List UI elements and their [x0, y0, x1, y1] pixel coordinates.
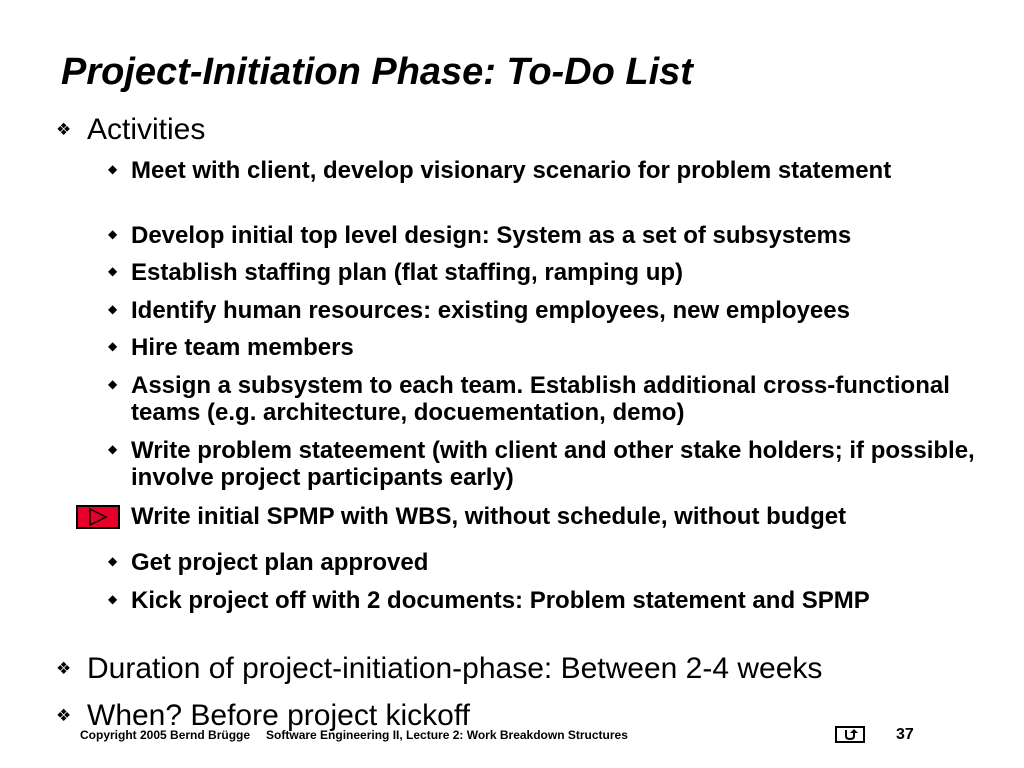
- activity-item: [108, 549, 988, 576]
- bullet-icon: ◆: [108, 377, 118, 391]
- activity-text: Assign a subsystem to each team. Establish additional cross-functional teams (e.g. architecture, docuementation, demo): [131, 372, 950, 426]
- activity-text: Kick project off with 2 documents: Problem statement and SPMP: [131, 587, 870, 614]
- return-arrow-icon: [837, 728, 863, 741]
- activity-text: Identify human resources: existing employees, new employees: [131, 297, 850, 324]
- bullet-icon: ◆: [108, 264, 118, 278]
- diamond-bullet-icon: ❖: [56, 706, 72, 726]
- activity-text: Hire team members: [131, 334, 354, 361]
- activity-item: [108, 222, 988, 249]
- bullet-icon: ◆: [108, 339, 118, 353]
- activity-item: [108, 437, 988, 491]
- footer: [80, 728, 628, 742]
- activity-item: [108, 259, 988, 286]
- footer-copyright: Copyright 2005 Bernd Brügge: [80, 728, 251, 742]
- bullet-icon: ◆: [108, 227, 118, 241]
- activity-item: [108, 372, 988, 426]
- activity-text: Write problem stateement (with client and other stake holders; if possible, involve project participants early): [131, 437, 975, 491]
- bullet-icon: ◆: [108, 162, 118, 176]
- activity-text: Get project plan approved: [131, 549, 429, 576]
- diamond-bullet-icon: ❖: [56, 659, 72, 679]
- activity-text: Write initial SPMP with WBS, without schedule, without budget: [131, 503, 847, 530]
- return-button[interactable]: [835, 726, 865, 743]
- bullet-icon: ◆: [108, 302, 118, 316]
- activity-item: [108, 334, 988, 361]
- when-text: When? Before project kickoff: [87, 699, 470, 732]
- activity-text: Meet with client, develop visionary scenario for problem statement: [131, 157, 892, 184]
- page-number: 37: [896, 726, 914, 743]
- bullet-icon: ◆: [108, 592, 118, 606]
- bullet-icon: ◆: [108, 554, 118, 568]
- activity-item: [108, 587, 988, 614]
- activities-heading: Activities: [87, 113, 206, 146]
- diamond-bullet-icon: ❖: [56, 120, 72, 140]
- slide-title: Project-Initiation Phase: To-Do List: [61, 51, 693, 93]
- bullet-icon: ◆: [108, 442, 118, 456]
- activity-text: Develop initial top level design: System as a set of subsystems: [131, 222, 852, 249]
- activity-item: [108, 297, 988, 324]
- activity-item-current: [108, 503, 988, 530]
- activity-item: [108, 157, 988, 184]
- duration-text: Duration of project-initiation-phase: Between 2-4 weeks: [87, 652, 823, 685]
- footer-course: Software Engineering II, Lecture 2: Work Breakdown Structures: [266, 728, 628, 742]
- activity-text: Establish staffing plan (flat staffing, ramping up): [131, 259, 684, 286]
